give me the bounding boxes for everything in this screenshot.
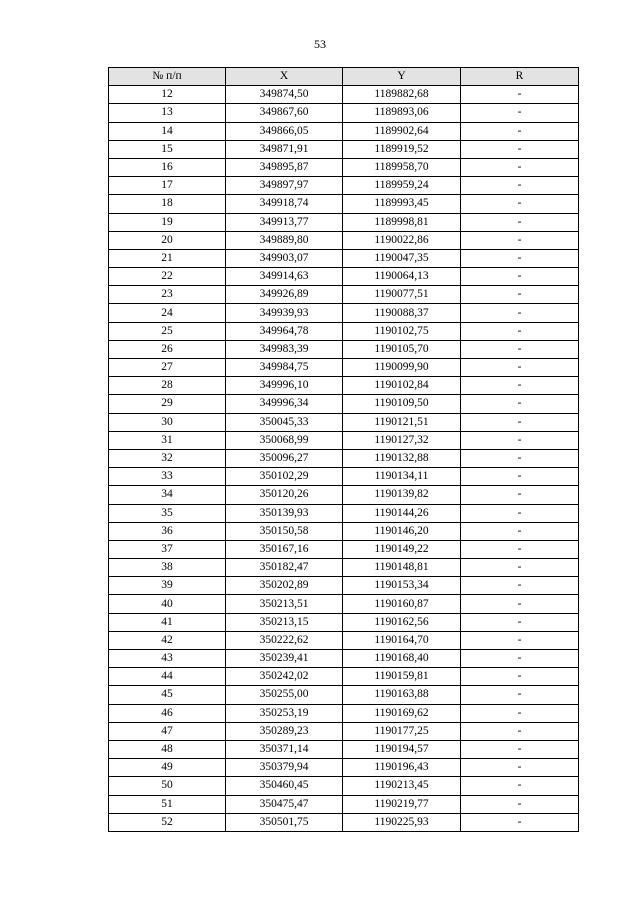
table-row [109, 213, 579, 231]
cell-x: 350460,45 [226, 777, 343, 795]
cell-number: 42 [109, 631, 226, 649]
cell-y: 1189959,24 [343, 177, 461, 195]
cell-number: 34 [109, 486, 226, 504]
cell-r: - [461, 522, 579, 540]
column-header-x: X [226, 68, 343, 86]
cell-r: - [461, 195, 579, 213]
table-row [109, 668, 579, 686]
cell-number: 39 [109, 577, 226, 595]
cell-r: - [461, 740, 579, 758]
cell-x: 349984,75 [226, 359, 343, 377]
cell-r: - [461, 795, 579, 813]
cell-number: 44 [109, 668, 226, 686]
table-row [109, 704, 579, 722]
cell-number: 33 [109, 468, 226, 486]
cell-y: 1190169,62 [343, 704, 461, 722]
cell-y: 1189893,06 [343, 104, 461, 122]
cell-x: 350242,02 [226, 668, 343, 686]
cell-r: - [461, 86, 579, 104]
table-row [109, 249, 579, 267]
cell-number: 37 [109, 540, 226, 558]
cell-r: - [461, 431, 579, 449]
cell-number: 43 [109, 650, 226, 668]
cell-x: 350379,94 [226, 759, 343, 777]
cell-x: 350289,23 [226, 722, 343, 740]
cell-x: 349866,05 [226, 122, 343, 140]
cell-y: 1190160,87 [343, 595, 461, 613]
cell-y: 1189958,70 [343, 158, 461, 176]
cell-x: 350213,15 [226, 613, 343, 631]
cell-y: 1190219,77 [343, 795, 461, 813]
table-row [109, 377, 579, 395]
cell-x: 349964,78 [226, 322, 343, 340]
cell-r: - [461, 668, 579, 686]
cell-number: 16 [109, 158, 226, 176]
table-row [109, 740, 579, 758]
cell-x: 349926,89 [226, 286, 343, 304]
table-row [109, 195, 579, 213]
table-row [109, 577, 579, 595]
cell-r: - [461, 340, 579, 358]
page-number: 53 [314, 37, 326, 51]
table-row [109, 504, 579, 522]
cell-r: - [461, 213, 579, 231]
cell-number: 41 [109, 613, 226, 631]
cell-x: 349914,63 [226, 268, 343, 286]
cell-x: 350139,93 [226, 504, 343, 522]
table-row [109, 759, 579, 777]
cell-y: 1189902,64 [343, 122, 461, 140]
table-row [109, 231, 579, 249]
cell-number: 31 [109, 431, 226, 449]
cell-number: 24 [109, 304, 226, 322]
cell-x: 350120,26 [226, 486, 343, 504]
cell-number: 27 [109, 359, 226, 377]
cell-y: 1190099,90 [343, 359, 461, 377]
cell-x: 350475,47 [226, 795, 343, 813]
cell-number: 23 [109, 286, 226, 304]
table-row [109, 722, 579, 740]
cell-x: 350096,27 [226, 449, 343, 467]
cell-r: - [461, 304, 579, 322]
cell-number: 20 [109, 231, 226, 249]
table-row [109, 795, 579, 813]
cell-r: - [461, 249, 579, 267]
cell-r: - [461, 377, 579, 395]
table-row [109, 359, 579, 377]
table-row [109, 268, 579, 286]
cell-x: 350102,29 [226, 468, 343, 486]
cell-x: 349996,10 [226, 377, 343, 395]
table-row [109, 140, 579, 158]
cell-r: - [461, 413, 579, 431]
cell-r: - [461, 577, 579, 595]
cell-x: 350255,00 [226, 686, 343, 704]
cell-number: 25 [109, 322, 226, 340]
cell-y: 1190109,50 [343, 395, 461, 413]
cell-x: 349867,60 [226, 104, 343, 122]
cell-number: 22 [109, 268, 226, 286]
cell-y: 1190102,84 [343, 377, 461, 395]
cell-x: 349996,34 [226, 395, 343, 413]
cell-number: 14 [109, 122, 226, 140]
cell-r: - [461, 359, 579, 377]
table-row [109, 431, 579, 449]
cell-number: 28 [109, 377, 226, 395]
column-header-number: № п/п [109, 68, 226, 86]
table-header [109, 68, 579, 86]
cell-r: - [461, 631, 579, 649]
cell-y: 1189882,68 [343, 86, 461, 104]
cell-x: 350239,41 [226, 650, 343, 668]
cell-number: 45 [109, 686, 226, 704]
table-row [109, 486, 579, 504]
cell-r: - [461, 177, 579, 195]
cell-number: 12 [109, 86, 226, 104]
table-row [109, 613, 579, 631]
cell-x: 349874,50 [226, 86, 343, 104]
column-header-r: R [461, 68, 579, 86]
cell-r: - [461, 449, 579, 467]
cell-number: 13 [109, 104, 226, 122]
table-row [109, 304, 579, 322]
table-header-row [109, 68, 579, 86]
cell-number: 36 [109, 522, 226, 540]
cell-x: 350501,75 [226, 813, 343, 831]
table-row [109, 468, 579, 486]
cell-r: - [461, 813, 579, 831]
cell-y: 1190213,45 [343, 777, 461, 795]
cell-number: 32 [109, 449, 226, 467]
cell-r: - [461, 722, 579, 740]
cell-y: 1190088,37 [343, 304, 461, 322]
cell-y: 1190102,75 [343, 322, 461, 340]
cell-r: - [461, 595, 579, 613]
cell-number: 29 [109, 395, 226, 413]
cell-r: - [461, 140, 579, 158]
cell-x: 350371,14 [226, 740, 343, 758]
cell-r: - [461, 231, 579, 249]
cell-x: 349895,87 [226, 158, 343, 176]
table-row [109, 413, 579, 431]
cell-y: 1190164,70 [343, 631, 461, 649]
cell-y: 1190022,86 [343, 231, 461, 249]
cell-r: - [461, 559, 579, 577]
table-row [109, 158, 579, 176]
cell-r: - [461, 613, 579, 631]
table-body [109, 86, 579, 832]
table-row [109, 340, 579, 358]
cell-x: 350182,47 [226, 559, 343, 577]
cell-x: 350150,58 [226, 522, 343, 540]
table-row [109, 522, 579, 540]
cell-number: 52 [109, 813, 226, 831]
table-row [109, 177, 579, 195]
cell-r: - [461, 286, 579, 304]
cell-y: 1190196,43 [343, 759, 461, 777]
cell-r: - [461, 468, 579, 486]
cell-r: - [461, 486, 579, 504]
table-row [109, 286, 579, 304]
table-row [109, 559, 579, 577]
cell-x: 349871,91 [226, 140, 343, 158]
table-row [109, 631, 579, 649]
cell-x: 349918,74 [226, 195, 343, 213]
cell-y: 1190149,22 [343, 540, 461, 558]
cell-y: 1190194,57 [343, 740, 461, 758]
table-row [109, 104, 579, 122]
table-row [109, 322, 579, 340]
cell-y: 1190177,25 [343, 722, 461, 740]
cell-y: 1190105,70 [343, 340, 461, 358]
cell-x: 349897,97 [226, 177, 343, 195]
cell-r: - [461, 322, 579, 340]
table-row [109, 595, 579, 613]
column-header-y: Y [343, 68, 461, 86]
cell-y: 1190047,35 [343, 249, 461, 267]
table-row [109, 777, 579, 795]
cell-r: - [461, 540, 579, 558]
cell-r: - [461, 704, 579, 722]
cell-x: 349913,77 [226, 213, 343, 231]
cell-r: - [461, 268, 579, 286]
cell-y: 1190134,11 [343, 468, 461, 486]
table-row [109, 449, 579, 467]
cell-r: - [461, 504, 579, 522]
cell-number: 47 [109, 722, 226, 740]
table-row [109, 122, 579, 140]
cell-x: 350045,33 [226, 413, 343, 431]
cell-number: 51 [109, 795, 226, 813]
cell-number: 48 [109, 740, 226, 758]
cell-y: 1190163,88 [343, 686, 461, 704]
cell-r: - [461, 686, 579, 704]
cell-number: 46 [109, 704, 226, 722]
cell-r: - [461, 104, 579, 122]
cell-number: 40 [109, 595, 226, 613]
cell-y: 1190139,82 [343, 486, 461, 504]
table-row [109, 650, 579, 668]
cell-r: - [461, 158, 579, 176]
cell-y: 1190127,32 [343, 431, 461, 449]
cell-number: 17 [109, 177, 226, 195]
cell-y: 1190132,88 [343, 449, 461, 467]
cell-y: 1190146,20 [343, 522, 461, 540]
cell-number: 18 [109, 195, 226, 213]
cell-x: 350222,62 [226, 631, 343, 649]
cell-y: 1190153,34 [343, 577, 461, 595]
cell-number: 38 [109, 559, 226, 577]
cell-number: 26 [109, 340, 226, 358]
cell-x: 350253,19 [226, 704, 343, 722]
cell-y: 1190162,56 [343, 613, 461, 631]
cell-y: 1189993,45 [343, 195, 461, 213]
cell-number: 50 [109, 777, 226, 795]
cell-r: - [461, 395, 579, 413]
cell-number: 49 [109, 759, 226, 777]
cell-x: 349889,80 [226, 231, 343, 249]
table-row [109, 686, 579, 704]
cell-y: 1190225,93 [343, 813, 461, 831]
cell-x: 350068,99 [226, 431, 343, 449]
cell-y: 1189919,52 [343, 140, 461, 158]
cell-number: 21 [109, 249, 226, 267]
table-row [109, 540, 579, 558]
cell-y: 1190077,51 [343, 286, 461, 304]
cell-number: 15 [109, 140, 226, 158]
cell-x: 349939,93 [226, 304, 343, 322]
cell-y: 1190148,81 [343, 559, 461, 577]
cell-number: 35 [109, 504, 226, 522]
coordinates-table [108, 67, 579, 832]
table-row [109, 813, 579, 831]
cell-number: 19 [109, 213, 226, 231]
cell-y: 1190159,81 [343, 668, 461, 686]
cell-r: - [461, 777, 579, 795]
cell-r: - [461, 650, 579, 668]
table-row [109, 86, 579, 104]
cell-y: 1190121,51 [343, 413, 461, 431]
cell-r: - [461, 759, 579, 777]
cell-y: 1190144,26 [343, 504, 461, 522]
cell-r: - [461, 122, 579, 140]
cell-number: 30 [109, 413, 226, 431]
cell-y: 1190168,40 [343, 650, 461, 668]
cell-y: 1189998,81 [343, 213, 461, 231]
cell-y: 1190064,13 [343, 268, 461, 286]
cell-x: 350202,89 [226, 577, 343, 595]
table-row [109, 395, 579, 413]
cell-x: 350167,16 [226, 540, 343, 558]
cell-x: 349903,07 [226, 249, 343, 267]
cell-x: 349983,39 [226, 340, 343, 358]
cell-x: 350213,51 [226, 595, 343, 613]
